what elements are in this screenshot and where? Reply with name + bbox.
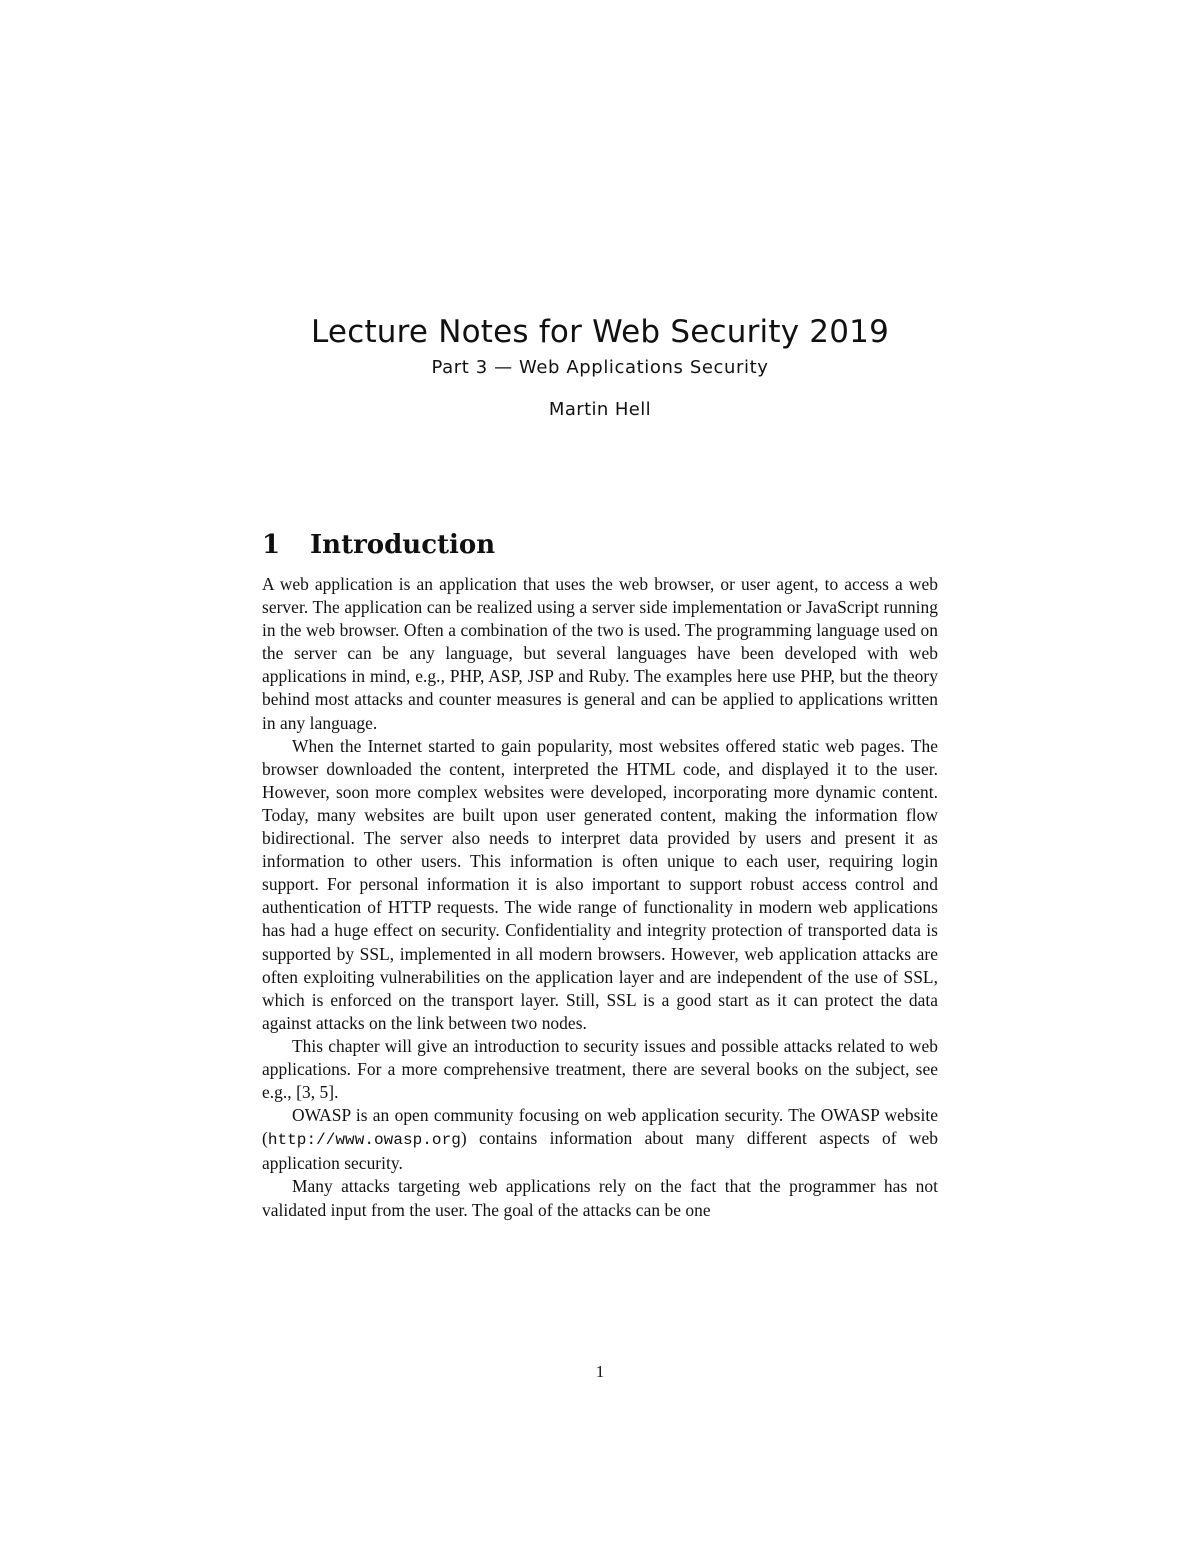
document-title: Lecture Notes for Web Security 2019: [311, 314, 889, 350]
paragraph-1: A web application is an application that uses the web browser, or user agent, to access a web server. The application can be realized using a server side implementation or JavaScript running in the web browser. Often a combination of the two is used. The programming language used on the server can be any language, but several languages have been developed with web applications in mind, e.g., PHP, ASP, JSP and Ruby. The examples here use PHP, but the theory behind most attacks and counter measures is general and can be applied to applications written in any language.: [262, 574, 938, 733]
owasp-url: http://www.owasp.org: [267, 1131, 461, 1150]
author-name: Martin Hell: [548, 399, 652, 420]
section-body: [262, 573, 938, 1222]
document-subtitle: Part 3 — Web Applications Security: [431, 357, 769, 378]
section-number: 1: [262, 530, 281, 560]
section-heading: [262, 530, 495, 560]
paragraph-5: Many attacks targeting web applications rely on the fact that the programmer has not validated input from the user. The goal of the attacks can be one: [262, 1176, 938, 1220]
paragraph-4-text-b: ) contains information about many different aspects of web application security.: [262, 1128, 938, 1174]
paragraph-2: When the Internet started to gain popularity, most websites offered static web pages. The browser downloaded the content, interpreted the HTML code, and displayed it to the user. However, soon more complex websites were developed, incorporating more dynamic content. Today, many websites are built upon user generated content, making the information flow bidirectional. The server also needs to interpret data provided by users and present it as information to other users. This information is often unique to each user, requiring login support. For personal information it is also important to support robust access control and authentication of HTTP requests. The wide range of functionality in modern web applications has had a huge effect on security. Confidentiality and integrity protection of transported data is supported by SSL, implemented in all modern browsers. However, web application attacks are often exploiting vulnerabilities on the application layer and are independent of the use of SSL, which is enforced on the transport layer. Still, SSL is a good start as it can protect the data against attacks on the link between two nodes.: [262, 735, 938, 1033]
paragraph-3: This chapter will give an introduction to security issues and possible attacks related to web applications. For a more comprehensive treatment, there are several books on the subject, see e.g., [3, 5].: [262, 1035, 938, 1103]
section-title: Introduction: [310, 530, 496, 560]
paragraph-4-text-a: OWASP is an open community focusing on web application security. The OWASP website (: [262, 1105, 938, 1149]
page-number: 1: [595, 1362, 605, 1381]
paragraph-4: [262, 1104, 938, 1175]
